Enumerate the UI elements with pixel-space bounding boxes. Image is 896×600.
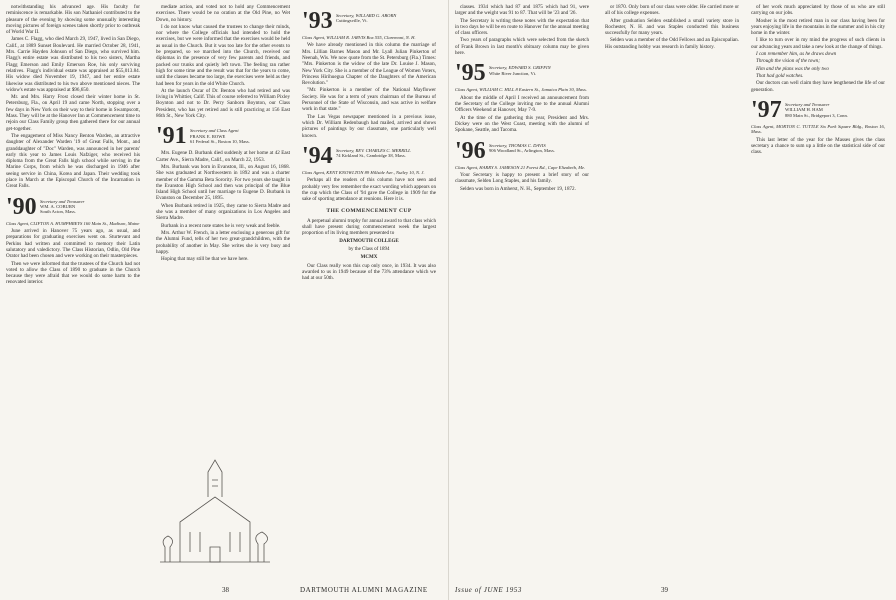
- class-officer: Secretary and Treasurer WILLIAM H. HAM 880 Main St., Bridgeport 3, Conn.: [785, 101, 848, 118]
- right-column-1: [455, 4, 589, 562]
- poem-line: That had gold watches.: [756, 72, 804, 79]
- paragraph: Mrs. Arthur W. French, in a letter enclosing a generous gift for the Alumni Fund, tells of her two great-grandchildren, with the probability of another in May. She writes she is very busy and happy.: [156, 229, 290, 255]
- paragraph: "Mr. Pinkerton is a member of the National Mayflower Society. He was for a term of years chairman of the Bureau of Personnel of the State of Wisconsin, and was active in welfare work in that state.": [302, 87, 436, 113]
- paragraph: classes. 1934 which had 87 and 1875 which had 91, were larger and the weight was 91 to 87. That will be '23 and '26.: [455, 4, 589, 17]
- class-year: '94: [302, 142, 333, 169]
- paragraph: Burbank in a recent note states he is very weak and feeble.: [161, 222, 281, 229]
- class-agent: Class Agent, HARRY S. JAMESON 21 Forest Rd., Cape Elizabeth, Me.: [455, 164, 586, 170]
- right-column-3: [751, 4, 885, 562]
- paragraph: Then we were informed that the trustees of the Church had not voted to allow the Class of 1890 to graduate in the Church because they were afraid that we would do some harm to the renovated interior.: [6, 260, 140, 286]
- paragraph: At the time of the gathering this year, President and Mrs. Dickey were on the West Coast, meeting with the alumni of Spokane, Seattle, and Tacoma.: [455, 114, 589, 134]
- paragraph: After graduation Selden established a small variety store in Rochester, N. H. and was Staples conducted this business successfully for many years.: [605, 17, 739, 37]
- paragraph: Mrs. Eugene D. Burbank died suddenly at her home at 42 East Carter Ave., Sierra Madre, Calif., on March 22, 1953.: [156, 150, 290, 163]
- issue-footer: Issue of JUNE 1953: [455, 586, 522, 594]
- class-year: '96: [455, 137, 486, 164]
- left-column-3: [302, 4, 436, 562]
- paragraph: The engagement of Miss Nancy Benton Warden, an attractive daughter of Alexander Warden '19 of Great Falls, Mont., and granddaughter of "Doc" Warden, was announced in her parents' early this year to James Louis Nafziger, who received his diploma from the Great Falls high school while serving in the Marine Corps, from which he was discharged in 1946 after seeing service in China, Korea and Japan. Their wedding took place in March at the Episcopal Church of the Incarnation in Great Falls.: [6, 132, 140, 190]
- right-page: [448, 0, 896, 600]
- paragraph: Perhaps all the readers of this column have not seen and probably very few remember the exact wording which appears on the cup which the Class of '94 gave the College in 1909 for the sake of sporting attendance at reunions. Here it is.: [302, 177, 436, 203]
- col1-paras: [6, 4, 140, 190]
- paragraph: Hoping that may still be that we have here.: [161, 256, 249, 263]
- class-agent: Class Agent, CLIFTON A. HUMPHREYS 160 Main St., Madison, Maine: [6, 220, 140, 226]
- class-1894-heading: [302, 142, 436, 169]
- paragraph: At the launch Oscar of Dr. Benton who had retired and was living in Whittier, Calif. This of course referred to William Pixley Boynton and not to Dr. Perry Sanborn Boynton, our Class President, who has yet retired and is still practicing at 156 East 86th St., New York City.: [156, 87, 290, 120]
- college-name: DARTMOUTH COLLEGE: [339, 238, 399, 244]
- paragraph: Mr. and Mrs. Harry Frost closed their winter home in St. Petersburg, Fla., on April 19 and came North, stopping over a few days in New York on their way to their home in Swampscott, Mass. They will be at the Hanover Inn at Commencement time to rejoin our Class Family group then gathered there for our annual get-together.: [6, 94, 140, 132]
- paragraph: notwithstanding his advanced age. His faculty for reminiscence is remarkable. His son Nathaniel contributed to the pleasure of the evening by showing some unusually interesting moving pictures of foreign scenes taken shortly prior to outbreak of World War II.: [6, 4, 140, 36]
- page-number: 39: [661, 586, 668, 594]
- paragraph: When Burbank retired in 1925, they came to Sierra Madre and she was a member of many organizations in Los Angeles and Sierra Madre.: [156, 202, 290, 222]
- cup-year: MCMX: [360, 255, 378, 261]
- paragraph: Two years of paragraphs which were selected from the sketch of Frank Brown in last month's obituary column may be given here.: [455, 37, 589, 57]
- paragraph: mediate action, and voted not to hold any Commencement exercises. There would be no oration at the Old Pine, no Wet Down, no history.: [156, 4, 290, 23]
- paragraph: Our Class really won this cup only once, in 1934. It was also awarded to us in 1949 because of the 73% attendance which we had at our 50th.: [302, 262, 436, 282]
- cup-presented-by: by the Class of 1894: [348, 246, 390, 252]
- paragraph: I like to turn over in my mind the progress of such clients in our advancing years and take a new look at the change of things.: [751, 37, 885, 50]
- paragraph: The Secretary is writing these notes with the expectation that in two days he will be en route to Hanover for the annual meeting of class officers.: [455, 17, 589, 37]
- poem-line: I can remember him, as he draws down: [756, 51, 837, 58]
- class-officer: Secretary, EDWARD S. GRIFFIN White River Junction, Vt.: [489, 65, 551, 76]
- paragraph: Your Secretary is happy to present a brief story of our classmate, Selden Long Staples, and his family.: [455, 171, 589, 185]
- poem-line: Him and the plans was the only two: [756, 65, 829, 72]
- class-1893-heading: [302, 10, 436, 32]
- paragraph: June arrived in Hanover 75 years ago, as usual, and preparations for graduating exercises went on. Sturtevant and Perkins had written and committed to memory their Latin salutatory and valedictory. The Class Historian, Odlin, Old Pine Orator had been chosen and were working on their masterpieces.: [6, 228, 140, 260]
- class-agent: Class Agent, MORTON C. TUTTLE Six Park Square Bldg., Boston 16, Mass.: [751, 123, 885, 135]
- class-officer: Secretary and Class Agent FRANK E. ROWE 61 Federal St., Boston 10, Mass.: [190, 128, 250, 145]
- class-year: '91: [156, 123, 187, 150]
- class-1891-heading: [156, 123, 290, 150]
- class-officer: Secretary and Treasurer WM. A. COBURN South Acton, Mass.: [40, 198, 85, 215]
- paragraph: This last letter of the year for the Masses gives the class secretary a chance to sum up a little on the statistical side of our class.: [751, 136, 885, 156]
- paragraph: James C. Flagg, who died March 29, 1947, lived in San Diego, Calif., at 1889 Sunset Boulevard. He married October 28, 1941, Mrs. Carrie Hayden Johnson of San Diego, who survived him. Flagg's entire estate was distributed to his two sisters, Martha Flagg Emerson and Emily Emerson Roe, his only surviving relatives. Flagg's individual estate was appraised at $55,013.84. His widow died November 19, 1947, and her entire estate likewise was distributed to his two above mentioned nieces. The widow's estate was appraised at $96,650.: [6, 36, 140, 93]
- class-1897-heading: [751, 96, 885, 123]
- class-1890-heading: [6, 193, 140, 220]
- paragraph: I do not know what caused the trustees to change their minds, nor where the College officials had intended to hold the exercises, but we were informed that the exercises would be held as usual in the Church. But it was too late for the other events to be prepared, so we marched into the Church, received our diplomas in the presence of very few parents and friends, and packed our trunks and quietly left town. The feeling ran rather high for some time and the result was that for the years to come, until the classes became too large, the exercises were held as they had been for years in the old White Church.: [156, 23, 290, 87]
- paragraph: or 1870. Only born of our class were older. He carried more or all of his college expenses.: [605, 4, 739, 17]
- class-agent: Class Agent, WILLIAM R. JARVIS Box 555, Claremont, N. H.: [302, 35, 416, 40]
- right-column-2: [605, 4, 739, 562]
- paragraph: Selden was a member of the Odd Fellows and an Episcopalian. His outstanding hobby was research in family history.: [605, 37, 739, 50]
- class-officer: Secretary, THOMAS C. DAVIS 906 Woodland St., Arlington, Mass.: [489, 142, 555, 153]
- class-year: '95: [455, 60, 486, 87]
- class-year: '90: [6, 193, 37, 220]
- left-column-1: [6, 4, 140, 562]
- class-1895-heading: [455, 60, 589, 87]
- paragraph: Mosher is the most retired man in our class having been for years enjoying life in the mountains in the summer and in his city home in the winter.: [751, 17, 885, 37]
- paragraph: Selden was born in Amherst, N. H., September 19, 1872.: [460, 185, 576, 192]
- magazine-footer: DARTMOUTH ALUMNI MAGAZINE: [300, 586, 428, 594]
- poem-line: Through the vision of the town;: [756, 58, 820, 65]
- class-agent: Class Agent, KENT KNOWLTON 89 Hillside Ave., Nutley 10, N. J.: [302, 169, 425, 175]
- paragraph: of her work much appreciated by those of us who are still carrying on our jobs.: [751, 4, 885, 17]
- class-officer: Secretary, REV. CHARLES C. MERRILL 74 Kirkland St., Cambridge 38, Mass.: [336, 147, 411, 159]
- class-officer: Secretary, WILLARD G. ABORN Cuttingsville, Vt.: [336, 13, 397, 24]
- paragraph: Our doctors can well claim they have lengthened the life of our generation.: [751, 80, 885, 93]
- commencement-cup-title: THE COMMENCEMENT CUP: [326, 208, 412, 215]
- paragraph: The Las Vegas newspaper mentioned in a previous issue, which Dr. William Redenbaugh had mailed, arrived and shows pictures of paintings by our classmate, one particularly well known.: [302, 113, 436, 139]
- class-1896-heading: [455, 137, 589, 164]
- class-agent: Class Agent, WILLIAM C. HILL 8 Eastern St., Jamaica Plain 30, Mass.: [455, 87, 587, 93]
- class-year: '93: [302, 8, 333, 34]
- paragraph: A perpetual alumni trophy for annual award to that class which shall have present during commencement week the largest proportion of its living members presented to: [302, 217, 436, 237]
- paragraph: Mrs. Burbank was born in Evanston, Ill., on August 16, 1868. She was graduated at Northwestern in 1892 and was a charter member of the Gamma Beta Sorority. For two years she taught in the Evanston High School and then was principal of the Blue Island High School until her marriage to Eugene D. Burbank in Evanston on December 25, 1895.: [156, 163, 290, 202]
- page-number: 38: [222, 586, 229, 594]
- church-sketch-illustration: [150, 452, 280, 572]
- paragraph: We have already mentioned in this column the marriage of Mrs. Lillian Barnes Mason and Mr. Lyall Julian Pinkerton of Neenah, Wis. We now quote from the St. Petersburg (Fla.) Times: "Mrs. Pinkerton is the widow of the late Dr. Louise J. Mason, New York City. She is a member of the League of Women Voters, Princess Hirihuegua Chapter of the Daughters of the American Revolution.": [302, 42, 436, 87]
- paragraph: About the middle of April I received an announcement from the Secretary of the College inviting me to the annual Alumni Officers Weekend at Hanover, May 7-9.: [455, 94, 589, 114]
- class-year: '97: [751, 96, 782, 123]
